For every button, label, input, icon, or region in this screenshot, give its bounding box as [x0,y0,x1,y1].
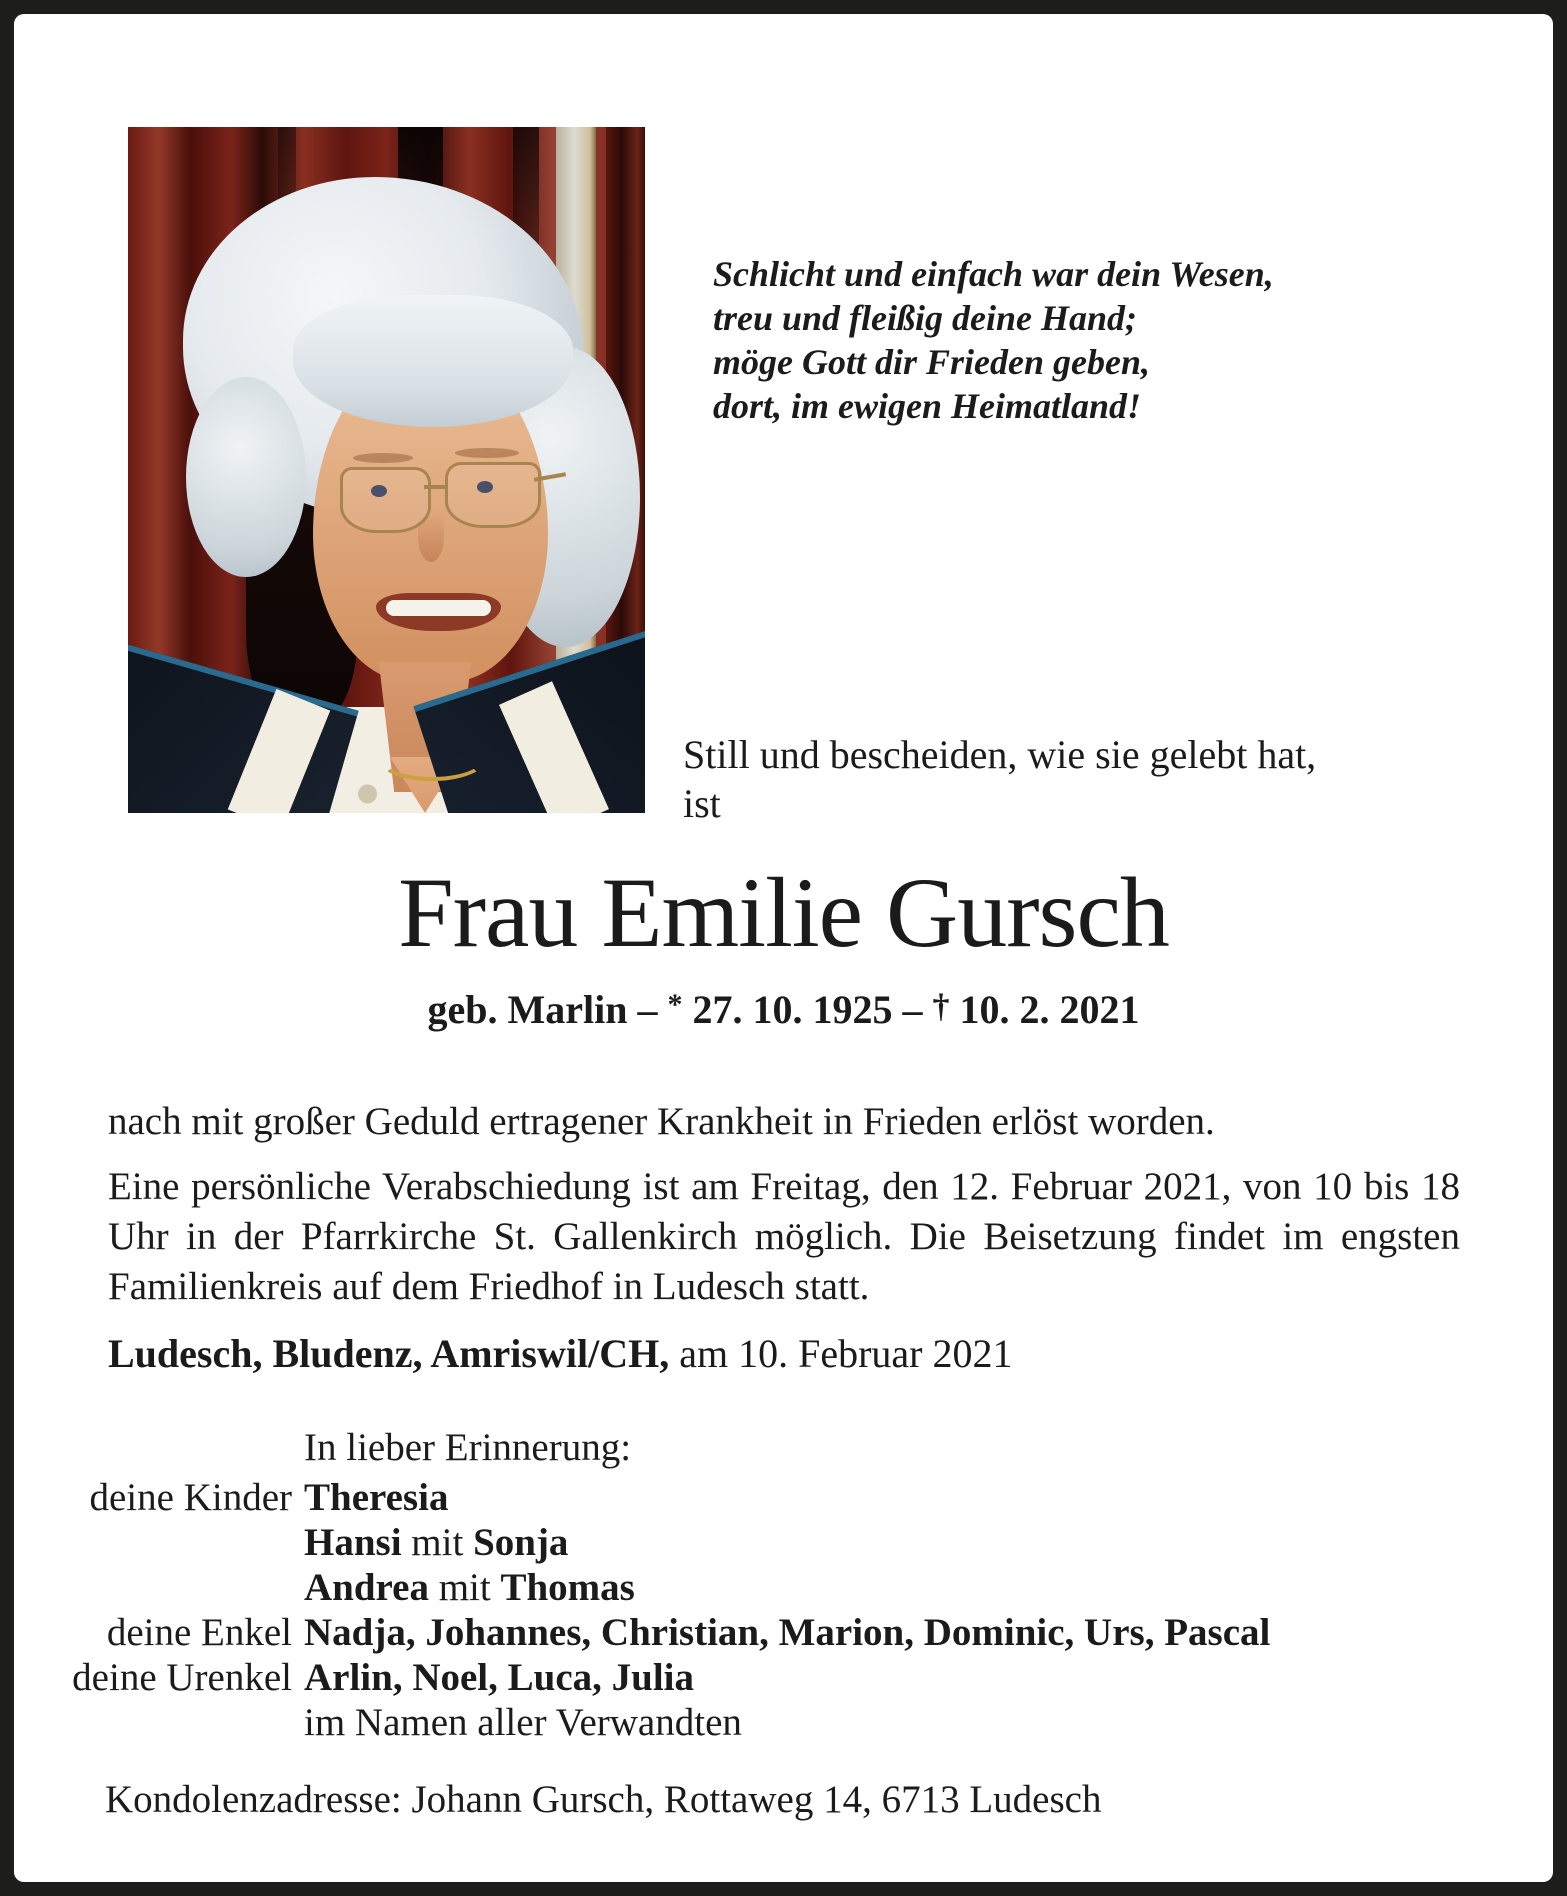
eyebrow-right [455,448,519,458]
family-row [14,1700,1474,1745]
glasses-left-lens [340,467,431,533]
family-row [14,1655,1474,1700]
family-names: Nadja, Johannes, Christian, Marion, Dominic, Urs, Pascal [304,1611,1271,1654]
glasses-bridge [424,485,446,489]
glasses-right-lens [445,462,541,528]
family-names: Hansi mit Sonja [304,1521,569,1564]
family-row [14,1610,1474,1655]
hair-fringe [293,295,573,427]
relation-label [14,1520,292,1565]
death-date: 10. 2. 2021 [959,987,1140,1032]
gold-necklace [378,737,486,781]
intro-line: Still und bescheiden, wie sie gelebt hat, [683,732,1317,777]
relation-label [14,1565,292,1610]
deceased-name: Frau Emilie Gursch [398,857,1169,968]
notice-date: am 10. Februar 2021 [679,1331,1013,1376]
eye-right [477,481,493,493]
family-names: im Namen aller Verwandten [304,1701,742,1744]
poem-line: dort, im ewigen Heimatland! [713,386,1142,426]
family-row [14,1565,1474,1610]
family-list [14,1475,1474,1745]
eye-left [371,485,387,497]
remembrance-heading: In lieber Erinnerung: [304,1426,632,1469]
family-names: Andrea mit Thomas [304,1566,635,1609]
maiden-name: geb. Marlin – [427,987,658,1032]
poem-line: Schlicht und einfach war dein Wesen, [713,254,1274,294]
death-notice-card [14,14,1553,1882]
family-names: Theresia [304,1476,449,1519]
family-row [14,1520,1474,1565]
eyebrow-left [353,453,413,463]
birth-star-icon: * [667,988,683,1021]
relation-label [14,1700,292,1745]
relation-label: deine Kinder [89,1476,292,1519]
relation-label: deine Urenkel [72,1656,292,1699]
birth-date: 27. 10. 1925 – [692,987,923,1032]
family-row [14,1475,1474,1520]
hair [186,377,306,577]
death-cross-icon: † [932,988,950,1025]
intro-line: ist [683,781,721,826]
poem-line: möge Gott dir Frieden geben, [713,342,1150,382]
family-names: Arlin, Noel, Luca, Julia [304,1656,695,1699]
intro-sentence [683,730,1503,828]
memorial-poem [713,252,1473,428]
portrait-photo [128,127,645,813]
place-date-line [108,1330,1460,1377]
cities: Ludesch, Bludenz, Amriswil/CH, [108,1331,670,1376]
body-paragraph-1: nach mit großer Geduld ertragener Krankheit in Frieden erlöst worden. [108,1100,1215,1143]
relation-label: deine Enkel [106,1611,292,1654]
poem-line: treu und fleißig deine Hand; [713,298,1138,338]
birth-death-line [14,986,1553,1033]
condolence-address: Kondolenzadresse: Johann Gursch, Rottaweg 14, 6713 Ludesch [105,1778,1102,1821]
body-paragraph-2: Eine persönliche Verabschiedung ist am Freitag, den 12. Februar 2021, von 10 bis 18 Uhr in der Pfarrkirche St. Gallenkirch möglich. Die Beisetzung findet im engsten Familienkreis auf dem Friedhof in Ludesch statt. [108,1165,1460,1308]
teeth [386,600,491,616]
